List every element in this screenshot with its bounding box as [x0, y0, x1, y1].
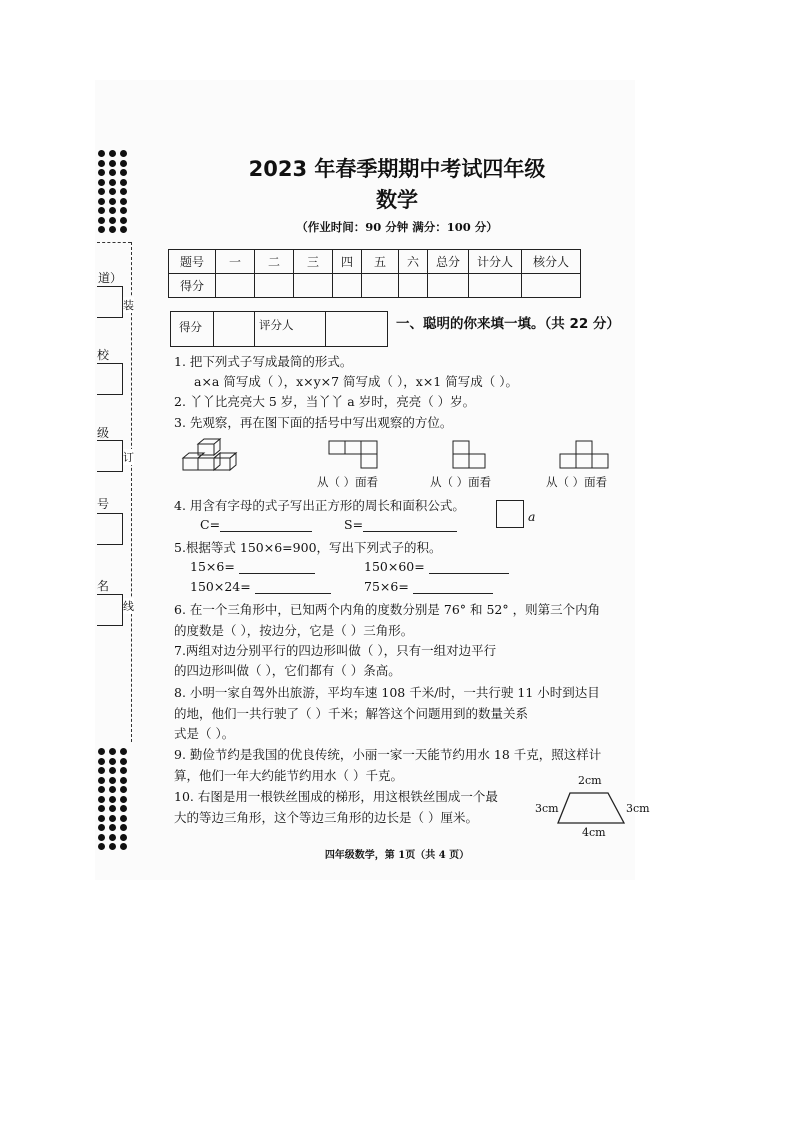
grade-score-input[interactable]: [214, 312, 255, 346]
question-9-line-1: 9. 勤俭节约是我国的优良传统，小丽一家一天能节约用水 18 千克，照这样计: [174, 747, 602, 762]
decorative-dot: [120, 815, 127, 822]
question-7-line-2: 的四边形叫做（ ），它们都有（ ）条高。: [174, 663, 401, 678]
q4-area-blank[interactable]: [363, 518, 457, 532]
score-cell-scorer[interactable]: [469, 274, 522, 298]
decorative-dot: [98, 796, 105, 803]
q5-item-4-blank[interactable]: [413, 580, 493, 594]
square-figure: [496, 500, 524, 528]
decorative-dot: [98, 748, 105, 755]
question-5: 5.根据等式 150×6=900，写出下列式子的积。: [174, 540, 442, 555]
score-header-cell: 核分人: [522, 250, 581, 274]
question-9-line-2: 算，他们一年大约能节约用水（ ）千克。: [174, 768, 403, 783]
side-label-number: 号: [97, 497, 110, 511]
grade-score-label: 得分: [179, 320, 202, 334]
side-box-3: [97, 440, 123, 472]
trapezoid-figure: [556, 790, 628, 826]
q5-item-3-blank[interactable]: [255, 580, 331, 594]
q5-item-3[interactable]: [190, 579, 331, 594]
question-10-line-2: 大的等边三角形，这个等边三角形的边长是（ ）厘米。: [174, 810, 478, 825]
binding-char-xian: 线: [123, 600, 134, 613]
decorative-dot: [120, 786, 127, 793]
side-box-4: [97, 513, 123, 545]
q5-item-4[interactable]: [364, 579, 493, 594]
q4-area-label: S=: [344, 517, 364, 532]
decorative-dot: [98, 758, 105, 765]
exam-title: 2023 年春季期期中考试四年级: [248, 157, 546, 181]
decorative-dot: [98, 824, 105, 831]
score-header-cell: 三: [294, 250, 333, 274]
view-caption-3: 从（ ）面看: [546, 475, 608, 489]
decorative-dot: [98, 777, 105, 784]
score-header-cell: 一: [216, 250, 255, 274]
decorative-dot: [98, 805, 105, 812]
score-cell-6[interactable]: [399, 274, 428, 298]
decorative-dot: [109, 796, 116, 803]
score-cell-4[interactable]: [333, 274, 362, 298]
question-3: 3. 先观察，再在图下面的括号中写出观察的方位。: [174, 415, 453, 430]
decorative-dot: [120, 767, 127, 774]
decorative-dot: [98, 767, 105, 774]
view-figure-3: [559, 440, 611, 470]
exam-subject: 数学: [376, 188, 418, 212]
exam-meta: （作业时间：90 分钟 满分：100 分）: [296, 220, 498, 234]
side-label-class: 级: [97, 426, 110, 440]
grade-box-grader-cell: [255, 312, 326, 346]
score-cell-checker[interactable]: [522, 274, 581, 298]
q4-perimeter-field[interactable]: [200, 517, 312, 532]
section-1-title: 一、聪明的你来填一填。（共 22 分）: [396, 316, 620, 332]
q5-item-4-label: 75×6=: [364, 579, 409, 594]
decorative-dot: [109, 824, 116, 831]
side-label-name: 名: [97, 579, 110, 593]
binding-char-ding: 订: [123, 451, 134, 464]
score-header-cell: 计分人: [469, 250, 522, 274]
score-cell-1[interactable]: [216, 274, 255, 298]
question-2: 2. 丫丫比亮亮大 5 岁，当丫丫 a 岁时，亮亮（ ）岁。: [174, 394, 476, 409]
view-caption-2: 从（ ）面看: [430, 475, 492, 489]
question-8-line-2: 的地，他们一共行驶了（ ）千米；解答这个问题用到的数量关系: [174, 706, 528, 721]
decorative-dot: [120, 748, 127, 755]
side-label-road: 道）: [98, 271, 123, 285]
question-8-line-1: 8. 小明一家自驾外出旅游，平均车速 108 千米/时，一共行驶 11 小时到达目: [174, 685, 600, 700]
decorative-dot: [120, 796, 127, 803]
decorative-dot: [109, 834, 116, 841]
decorative-dot: [120, 805, 127, 812]
binding-char-zhuang: 装: [123, 299, 134, 312]
score-header-cell: 四: [333, 250, 362, 274]
side-box-1: [97, 286, 123, 318]
decorative-dot: [120, 758, 127, 765]
q4-area-field[interactable]: [344, 517, 457, 532]
score-table-header-row: [169, 250, 581, 274]
q5-item-2[interactable]: [364, 559, 509, 574]
decorative-dot: [98, 834, 105, 841]
side-box-5: [97, 594, 123, 626]
question-8-line-3: 式是（ ）。: [174, 726, 235, 741]
decorative-dot: [120, 834, 127, 841]
q5-item-3-label: 150×24=: [190, 579, 251, 594]
side-label-school: 校: [97, 348, 110, 362]
grade-grader-input[interactable]: [326, 312, 387, 346]
trapezoid-top-label: 2cm: [578, 774, 602, 787]
decorative-dot: [109, 777, 116, 784]
q5-item-2-blank[interactable]: [429, 560, 509, 574]
q5-item-1-label: 15×6=: [190, 559, 235, 574]
view-caption-1: 从（ ）面看: [317, 475, 379, 489]
decorative-dot: [109, 758, 116, 765]
score-header-cell: 二: [255, 250, 294, 274]
page-footer: 四年级数学，第 1页（共 4 页）: [324, 850, 470, 861]
score-row-label: 得分: [169, 274, 216, 298]
square-side-label: a: [528, 509, 536, 524]
score-cell-2[interactable]: [255, 274, 294, 298]
q5-item-1[interactable]: [190, 559, 315, 574]
cube-stack-figure: [180, 436, 240, 474]
score-header-cell: 总分: [428, 250, 469, 274]
decorative-dot: [120, 824, 127, 831]
q4-perimeter-blank[interactable]: [220, 518, 312, 532]
question-10-line-1: 10. 右图是用一根铁丝围成的梯形，用这根铁丝围成一个最: [174, 789, 498, 804]
decorative-dot: [109, 748, 116, 755]
q5-item-2-label: 150×60=: [364, 559, 425, 574]
view-figure-1: [328, 440, 380, 470]
question-7-line-1: 7.两组对边分别平行的四边形叫做（ ），只有一组对边平行: [174, 643, 497, 658]
binding-line-top: [97, 242, 131, 243]
trapezoid-left-label: 3cm: [535, 802, 559, 815]
score-table: [168, 249, 581, 298]
question-1-items: a×a 简写成（ ），x×y×7 简写成（ ），x×1 简写成（ ）。: [194, 374, 518, 389]
section-grade-box: [170, 311, 388, 347]
decorative-dot: [109, 767, 116, 774]
score-header-cell: 题号: [169, 250, 216, 274]
score-cell-total[interactable]: [428, 274, 469, 298]
question-4: 4. 用含有字母的式子写出正方形的周长和面积公式。: [174, 498, 465, 513]
decorative-dot: [98, 815, 105, 822]
q4-perimeter-label: C=: [200, 517, 221, 532]
decorative-dot: [98, 786, 105, 793]
question-6-line-1: 6. 在一个三角形中，已知两个内角的度数分别是 76° 和 52° ，则第三个内角: [174, 602, 601, 617]
decorative-dot: [109, 786, 116, 793]
q5-item-1-blank[interactable]: [239, 560, 315, 574]
decorative-dot: [109, 815, 116, 822]
trapezoid-bottom-label: 4cm: [582, 826, 606, 839]
score-cell-3[interactable]: [294, 274, 333, 298]
trapezoid-right-label: 3cm: [626, 802, 650, 815]
question-6-line-2: 的度数是（ ），按边分，它是（ ）三角形。: [174, 623, 414, 638]
score-table-score-row: [169, 274, 581, 298]
score-header-cell: 六: [399, 250, 428, 274]
score-header-cell: 五: [362, 250, 399, 274]
grade-grader-label: 评分人: [259, 318, 294, 332]
side-box-2: [97, 363, 123, 395]
decorative-dot: [120, 777, 127, 784]
view-figure-2: [452, 440, 488, 470]
grade-box-label-cell: [171, 312, 214, 346]
binding-dashed-line: [131, 242, 132, 742]
score-cell-5[interactable]: [362, 274, 399, 298]
question-1: 1. 把下列式子写成最简的形式。: [174, 354, 353, 369]
decorative-dot: [109, 805, 116, 812]
